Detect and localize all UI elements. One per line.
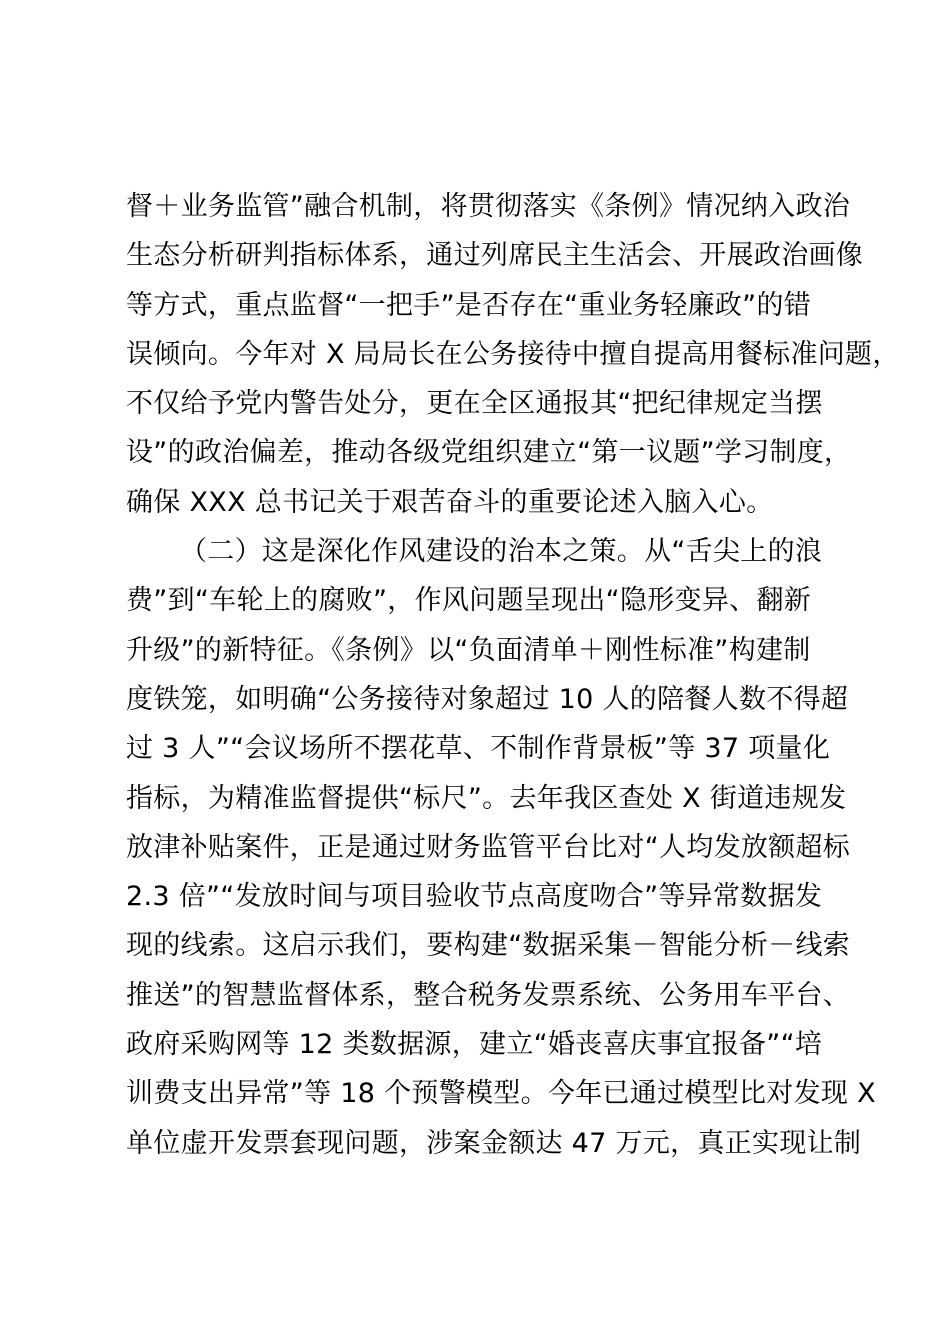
paragraph-line: 政府采购网等 12 类数据源，建立“婚丧喜庆事宜报备”“培 xyxy=(126,1029,823,1061)
paragraph-line: 度铁笼，如明确“公务接待对象超过 10 人的陪餐人数不得超 xyxy=(126,683,849,715)
paragraph-line: 费”到“车轮上的腐败”，作风问题呈现出“隐形变异、翻新 xyxy=(126,585,812,617)
paragraph-line: 误倾向。今年对 X 局局长在公务接待中擅自提高用餐标准问题， xyxy=(126,338,900,370)
paragraph-line: 升级”的新特征。《条例》以“负面清单＋刚性标准”构建制 xyxy=(126,634,811,666)
paragraph-line: 确保 XXX 总书记关于艰苦奋斗的重要论述入脑入心。 xyxy=(126,486,774,518)
paragraph-line: 2.3 倍”“发放时间与项目验收节点高度吻合”等异常数据发 xyxy=(126,881,823,913)
paragraph-line: 过 3 人”“会议场所不摆花草、不制作背景板”等 37 项量化 xyxy=(126,733,831,765)
body-text xyxy=(126,182,900,1168)
paragraph-line: 指标，为精准监督提供“标尺”。去年我区查处 X 街道违规发 xyxy=(126,782,847,814)
paragraph-line: 设”的政治偏差，推动各级党组织建立“第一议题”学习制度， xyxy=(126,437,852,469)
paragraph-line: 生态分析研判指标体系，通过列席民主生活会、开展政治画像 xyxy=(126,240,864,272)
paragraph-line: 等方式，重点监督“一把手”是否存在“重业务轻廉政”的错 xyxy=(126,289,812,321)
paragraph-line: 放津补贴案件，正是通过财务监管平台比对“人均发放额超标 xyxy=(126,831,851,863)
paragraph-line: 督＋业务监管”融合机制，将贯彻落实《条例》情况纳入政治 xyxy=(126,191,851,222)
section-heading-line: （二）这是深化作风建设的治本之策。从“舌尖上的浪 xyxy=(180,536,823,568)
paragraph-line: 现的线索。这启示我们，要构建“数据采集－智能分析－线索 xyxy=(126,930,851,962)
paragraph-line: 训费支出异常”等 18 个预警模型。今年已通过模型比对发现 X xyxy=(126,1078,876,1110)
paragraph-line: 不仅给予党内警告处分，更在全区通报其“把纪律规定当摆 xyxy=(126,388,823,420)
paragraph-line: 单位虚开发票套现问题，涉案金额达 47 万元，真正实现让制 xyxy=(126,1127,862,1159)
paragraph-line: 推送”的智慧监督体系，整合税务发票系统、公务用车平台、 xyxy=(126,979,851,1011)
